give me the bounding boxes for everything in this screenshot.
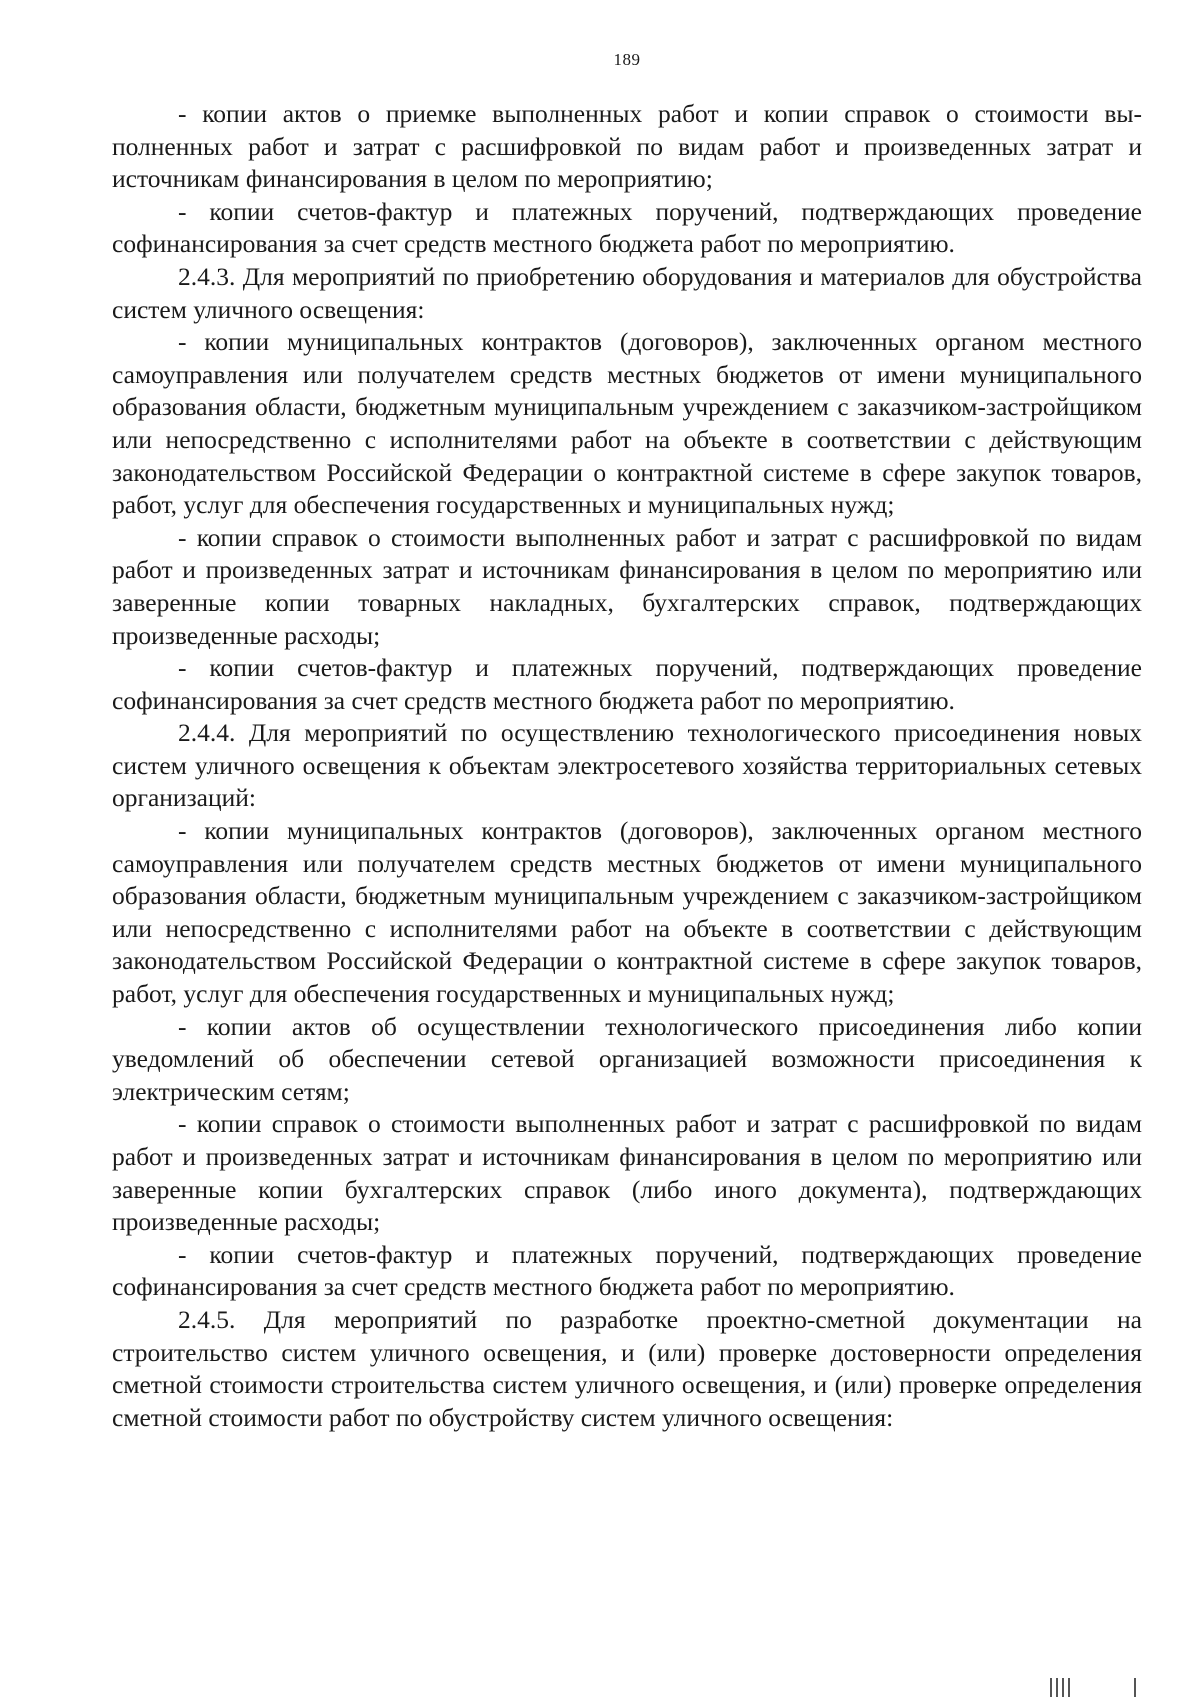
scan-mark (1062, 1678, 1064, 1697)
paragraph: - копии счетов-фактур и платежных поручений, подтверждающих проведение софинансирования за счет средств местного бюджета работ по мероприятию. (112, 1239, 1142, 1302)
body-text (112, 98, 1142, 1434)
scan-mark (1050, 1678, 1052, 1697)
paragraph: 2.4.4. Для мероприятий по осуществлению технологического присоединения новых систем уличного освещения к объектам электросетевого хозяйства территориальных сетевых организаций: (112, 718, 1142, 813)
paragraph: - копии счетов-фактур и платежных поручений, подтверждающих проведение софинансирования за счет средств местного бюджета работ по мероприятию. (112, 196, 1142, 259)
paragraph: - копии муниципальных контрактов (договоров), заключенных органом местного самоуправления или получателем средств местных бюджетов от имени муниципального образования области, бюджетным муниципальным учреждением с заказчиком-застройщиком или непосредственно с исполнителями работ на объекте в соответствии с действующим законодательством Российской Федерации о контрактной системе в сфере закупок товаров, работ, услуг для обеспечения государственных и муниципальных нужд; (112, 816, 1142, 1009)
paragraph: 2.4.5. Для мероприятий по разработке проектно-сметной документации на строительство систем уличного освещения, и (или) проверке достоверности определения сметной стоимости строительства систем уличного освещения, и (или) проверке определения сметной стоимости работ по обустройству систем уличного освещения: (112, 1304, 1142, 1432)
scan-mark (1056, 1678, 1058, 1697)
paragraph: - копии муниципальных контрактов (договоров), заключенных органом местного самоуправления или получателем средств местных бюджетов от имени муниципального образования области, бюджетным муниципальным учреждением с заказчиком-застройщиком или непосредственно с исполнителями работ на объекте в соответствии с действующим законодательством Российской Федерации о контрактной системе в сфере закупок товаров, работ, услуг для обеспечения государственных и муниципальных нужд; (112, 327, 1142, 520)
paragraph: - копии справок о стоимости выполненных работ и затрат с расшифровкой по видам работ и произведенных затрат и источникам финансирования в целом по мероприятию или заверенные копии товарных накладных, бухгалтерских справок, подтверждающих произведенные расходы; (112, 522, 1142, 650)
paragraph: - копии актов о приемке выполненных работ и копии справок о стоимости выполненных работ и затрат с расшифровкой по видам работ и произведенных затрат и источникам финансирования в целом по мероприятию; (112, 99, 1142, 194)
paragraph: - копии актов об осуществлении технологического присоединения либо копии уведомлений об обеспечении сетевой организацией возможности присоединения к электрическим сетям; (112, 1011, 1142, 1106)
paragraph: - копии справок о стоимости выполненных работ и затрат с расшифровкой по видам работ и произведенных затрат и источникам финансирования в целом по мероприятию или заверенные копии бухгалтерских справок (либо иного документа), подтверждающих произведенные расходы; (112, 1109, 1142, 1237)
paragraph: - копии счетов-фактур и платежных поручений, подтверждающих проведение софинансирования за счет средств местного бюджета работ по мероприятию. (112, 653, 1142, 715)
document-page (112, 50, 1142, 1434)
scan-mark (1134, 1678, 1136, 1697)
scan-edge-marks (1050, 1678, 1136, 1697)
scan-mark (1068, 1678, 1070, 1697)
paragraph: 2.4.3. Для мероприятий по приобретению оборудования и материалов для обустройства систем уличного освещения: (112, 261, 1142, 324)
page-number: 189 (613, 50, 641, 69)
